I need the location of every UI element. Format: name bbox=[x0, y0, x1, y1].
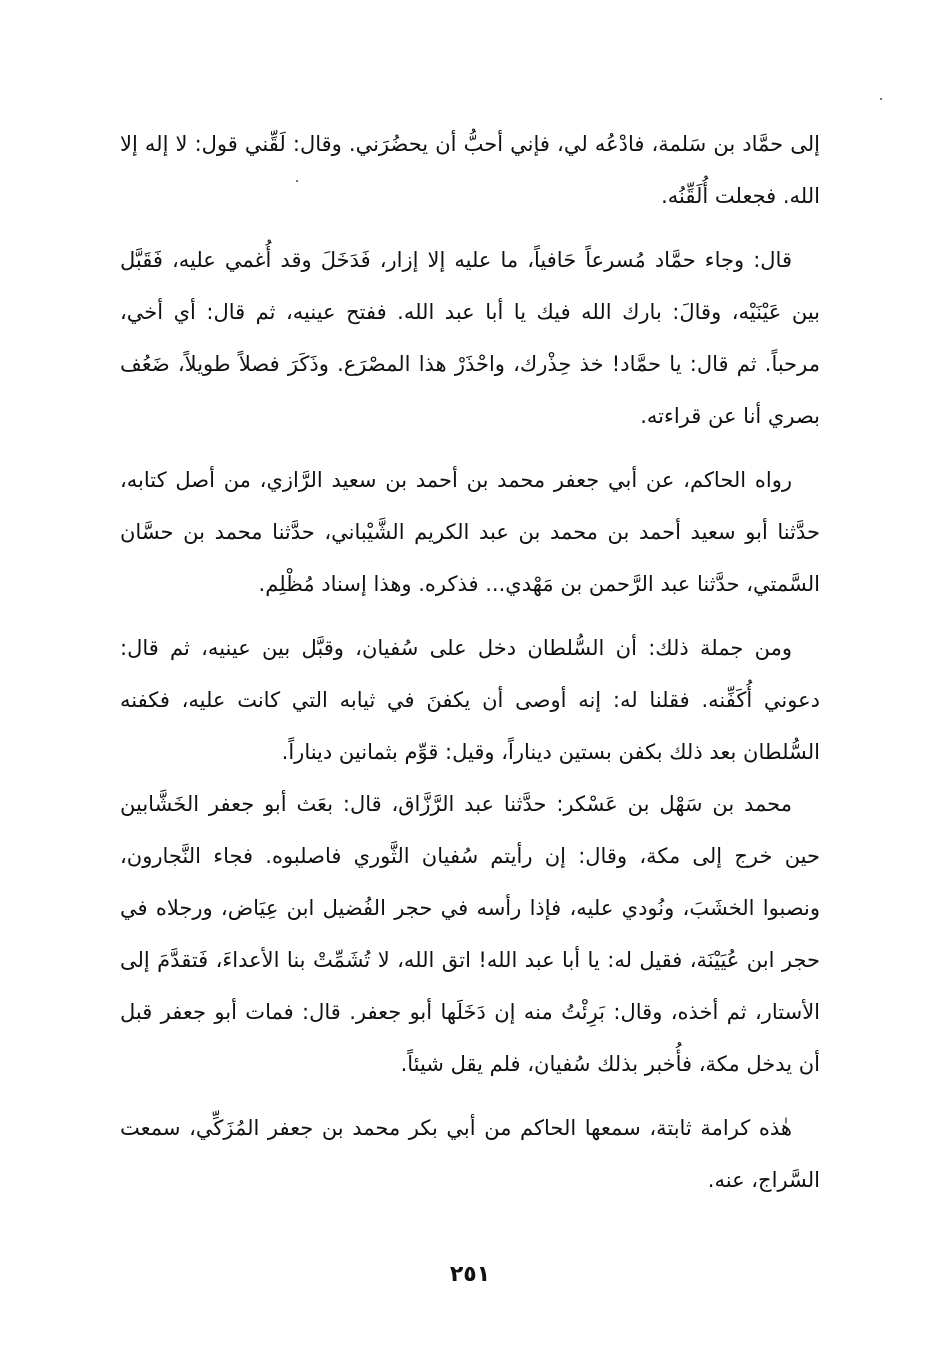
page-number: ٢٥١ bbox=[449, 1262, 491, 1287]
paragraph-1: إلى حمَّاد بن سَلمة، فادْعُه لي، فإني أحبُّ أن يحضُرَني. وقال: لَقِّني قول: لا إله إلا الله. فجعلت أُلَقِّنُه. bbox=[120, 132, 820, 208]
paragraph-3: رواه الحاكم، عن أبي جعفر محمد بن أحمد بن سعيد الرَّازي، من أصل كتابه، حدَّثنا أبو سعيد أحمد بن محمد بن عبد الكريم الشَّيْباني، حدَّثنا محمد بن حسَّان السَّمتي، حدَّثنا عبد الرَّحمن بن مَهْدي... فذكره. وهذا إسناد مُظْلِم. bbox=[120, 468, 820, 596]
paragraph-6: هٰذه كرامة ثابتة، سمعها الحاكم من أبي بكر محمد بن جعفر المُزَكِّي، سمعت السَّراج، عنه. bbox=[120, 1116, 820, 1192]
paragraph-4: ومن جملة ذلك: أن السُّلطان دخل على سُفيان، وقبَّل بين عينيه، ثم قال: دعوني أُكَفِّنه. فقلنا له: إنه أوصى أن يكفنَ في ثيابه التي كانت عليه، فكفنه السُّلطان بعد ذلك بكفن بستين ديناراً، وقيل: قوِّم بثمانين ديناراً. bbox=[120, 636, 820, 764]
paragraph-5: محمد بن سَهْل بن عَسْكر: حدَّثنا عبد الرَّزَّاق، قال: بعَث أبو جعفر الخَشَّابين حين خرج إلى مكة، وقال: إن رأيتم سُفيان الثَّوري فاصلبوه. فجاء النَّجارون، ونصبوا الخشَبَ، ونُودي عليه، فإذا رأسه في حجر الفُضيل ابن عِيَاض، ورجلاه في حجر ابن عُيَيْنَة، فقيل له: يا أبا عبد الله! اتق الله، لا تُشَمِّتْ بنا الأعداءَ، فَتقدَّمَ إلى الأستار، ثم أخذه، وقال: بَرِئْتُ منه إن دَخَلَها أبو جعفر. قال: فمات أبو جعفر قبل أن يدخل مكة، فأُخبر بذلك سُفيان، فلم يقل شيئاً. bbox=[120, 792, 820, 1076]
scan-speck bbox=[880, 98, 882, 100]
paragraph-2: قال: وجاء حمَّاد مُسرعاً حَافياً، ما عليه إلا إزار، فَدَخَلَ وقد أُغمي عليه، فَقَبَّل بين عَيْنَيْه، وقالَ: بارك الله فيك يا أبا عبد الله. ففتح عينيه، ثم قال: أي أخي، مرحباً. ثم قال: يا حمَّاد! خذ حِذْرك، واحْذَرْ هذا المصْرَع. وذَكَرَ فصلاً طويلاً، ضَعُف بصري أنا عن قراءته. bbox=[120, 248, 820, 428]
body-text bbox=[120, 118, 820, 1206]
